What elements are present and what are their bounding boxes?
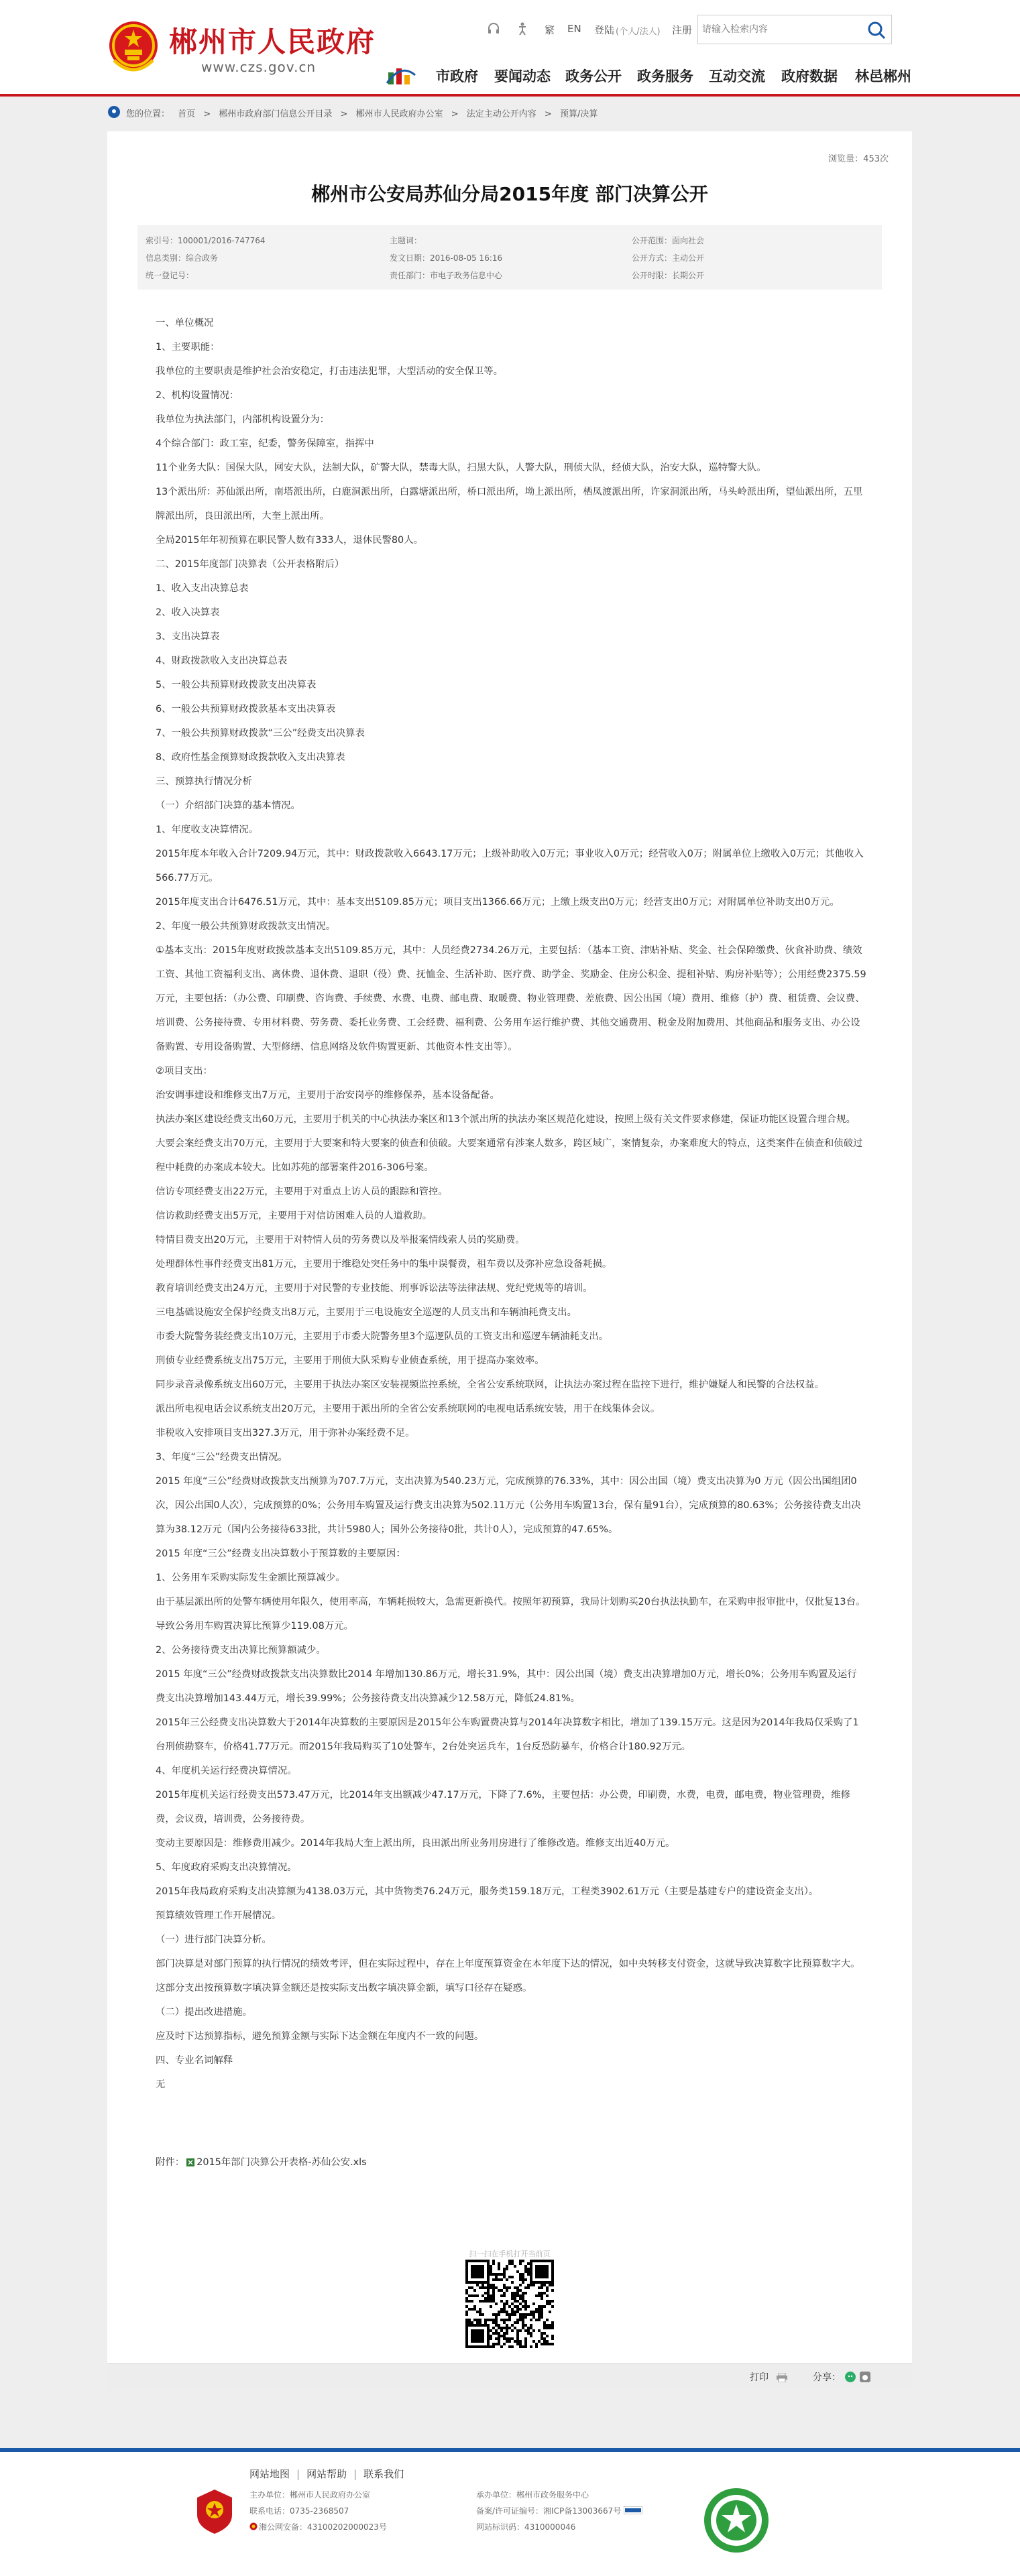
government-website-identity-icon[interactable] (703, 2487, 770, 2554)
english-link[interactable]: EN (567, 23, 581, 35)
meta-index-no: 索引号：100001/2016-747764 (146, 236, 266, 245)
weibo-share-icon[interactable] (860, 2372, 870, 2382)
article-paragraph: 我单位的主要职责是维护社会治安稳定，打击违法犯罪，大型活动的安全保卫等。 (156, 366, 504, 377)
view-count: 浏览量：453次 (828, 154, 889, 164)
article-paragraph: （一）进行部门决算分析。 (156, 1935, 272, 1945)
article-paragraph: ②项目支出： (156, 1066, 213, 1077)
nav-item-linyi-chenzhou[interactable]: 林邑郴州 (855, 68, 911, 84)
article-paragraph: 2、机构设置情况： (156, 390, 239, 401)
article-paragraph: 部门决算是对部门预算的执行情况的绩效考评，但在实际过程中，存在上年度预算资金在本年度下达的情况，如中央转移支付资金，这就导致决算数字比预算数字大。这部分支出按预算数字填决算金额还是按实际支出数字填决算金额，填写口径存在疑惑。 (156, 1959, 860, 1994)
article-paragraph: 教育培训经费支出24万元，主要用于对民警的专业技能、刑事诉讼法等法律法规、党纪党规等的培训。 (156, 1283, 593, 1294)
police-badge-icon (249, 2522, 258, 2530)
article-paragraph: 预算绩效管理工作开展情况。 (156, 1910, 282, 1921)
accessibility-icon[interactable] (515, 21, 530, 36)
article-paragraph: 执法办案区建设经费支出60万元，主要用于机关的中心执法办案区和13个派出所的执法办案区规范化建设，按照上级有关文件要求修建，保证功能区设置合理合规。 (156, 1114, 856, 1125)
nav-item-news[interactable]: 要闻动态 (494, 68, 551, 84)
footer-police-text: 湘公网安备：43100202000023号 (259, 2522, 387, 2532)
article-body (156, 311, 866, 2097)
site-footer (0, 2452, 1020, 2576)
article-card (107, 131, 912, 2388)
footer-police[interactable] (249, 2519, 387, 2535)
meta-category: 信息类别：综合政务 (146, 253, 219, 263)
article-paragraph: 2、公务接待费支出决算比预算额减少。 (156, 1645, 326, 1656)
nav-item-services[interactable]: 政务服务 (637, 68, 693, 84)
article-paragraph: 4、财政拨款收入支出决算总表 (156, 656, 288, 666)
meta-date: 发文日期：2016-08-05 16:16 (390, 253, 503, 263)
header-divider (0, 94, 1020, 97)
article-paragraph: ①基本支出：2015年度财政拨款基本支出5109.85万元，其中：人员经费2734.26万元，主要包括：（基本工资、津贴补贴、奖金、社会保障缴费、伙食补助费、绩效工资、其他工资福利支出、离休费、退休费、退职（役）费、抚恤金、生活补助、医疗费、助学金、奖励金、住房公积金、提租补贴、购房补贴等）；公用经费2375.59万元，主要包括：（办公费、印刷费、咨询费、手续费、水费、电费、邮电费、取暖费、物业管理费、差旅费、因公出国（境）费用、维修（护）费、租赁费、会议费、培训费、公务接待费、专用材料费、劳务费、委托业务费、工会经费、福利费、公务用车运行维护费、其他交通费用、税金及附加费用、其他商品和服务支出、办公设备购置、专用设备购置、大型修缮、信息网络及软件购置更新、其他资本性支出等）。 (156, 945, 866, 1052)
article-paragraph: 特情目费支出20万元，主要用于对特情人员的劳务费以及举报案情线索人员的奖励费。 (156, 1235, 525, 1245)
nav-item-government-affairs[interactable]: 政务公开 (565, 68, 622, 84)
article-paragraph: 大要会案经费支出70万元，主要用于大要案和特大要案的侦查和侦破。大要案通常有涉案人数多，跨区域广，案情复杂，办案难度大的特点，这类案件在侦查和侦破过程中耗费的办案成本较大。比如苏苑的部署案件2016-306号案。 (156, 1138, 863, 1173)
breadcrumb-separator: > (203, 109, 211, 119)
article-paragraph: 5、年度政府采购支出决算情况。 (156, 1862, 297, 1873)
main-nav (386, 62, 922, 88)
meta-subject: 主题词： (390, 236, 422, 245)
print-button[interactable] (750, 2370, 787, 2384)
article-paragraph: 我单位为执法部门，内部机构设置分为： (156, 414, 330, 425)
article-paragraph: 三、预算执行情况分析 (156, 776, 252, 787)
breadcrumb (107, 105, 912, 122)
nav-logo-icon (386, 63, 416, 87)
traditional-chinese-link[interactable]: 繁 (545, 24, 555, 36)
article-paragraph: 由于基层派出所的处警车辆使用年限久，使用率高，车辆耗损较大，急需更新换代。按照年初预算，我局计划购买20台执法执勤车，在采购申报审批中，仅批复13台。导致公务用车购置决算比预算少119.08万元。 (156, 1597, 866, 1632)
search-box (697, 15, 892, 44)
footer-icp-text: 备案/许可证编号：湘ICP备13003667号 (476, 2506, 622, 2516)
article-paragraph: 2015年度支出合计6476.51万元，其中：基本支出5109.85万元；项目支出1366.66万元；上缴上级支出0万元；经营支出0万元；对附属单位补助支出0万元。 (156, 897, 840, 908)
breadcrumb-separator: > (340, 109, 348, 119)
article-paragraph: 11个业务大队：国保大队，网安大队，法制大队，矿警大队，禁毒大队，扫黑大队，人警大队，刑侦大队，经侦大队，治安大队，巡特警大队。 (156, 463, 767, 473)
footer-phone: 联系电话：0735-2368507 (249, 2506, 349, 2516)
article-paragraph: 2015年三公经费支出决算数大于2014年决算数的主要原因是2015年公车购置费决算与2014年决算数字相比，增加了139.15万元。这是因为2014年我局仅采购了1台刑侦勘察车，价格41.77万元。而2015年我局购买了10处警车，2台处突运兵车，1台反恐防暴车，价格合计180.92万元。 (156, 1717, 859, 1752)
breadcrumb-separator: > (451, 109, 459, 119)
article-paragraph: 3、年度“三公”经费支出情况。 (156, 1452, 288, 1463)
article-paragraph: 2015年度本年收入合计7209.94万元，其中：财政拨款收入6643.17万元；上级补助收入0万元；事业收入0万元；经营收入0万；附属单位上缴收入0万元；其他收入566.77万元。 (156, 849, 864, 883)
login-note: (个人/法人) (616, 27, 661, 37)
article-paragraph: 同步录音录像系统支出60万元，主要用于执法办案区安装视频监控系统，全省公安系统联网，让执法办案过程在监控下进行，维护嫌疑人和民警的合法权益。 (156, 1379, 824, 1390)
article-paragraph: 2015 年度“三公”经费支出决算数小于预算数的主要原因： (156, 1548, 406, 1559)
print-label: 打印 (750, 2372, 769, 2383)
search-icon[interactable] (866, 19, 887, 41)
register-link[interactable]: 注册 (672, 24, 693, 36)
meta-dept: 责任部门：市电子政务信息中心 (390, 271, 503, 280)
search-input[interactable] (702, 21, 863, 38)
article-paragraph: 四、专业名词解释 (156, 2055, 233, 2066)
meta-unified-no: 统一登记号： (146, 271, 194, 280)
article-paragraph: 7、一般公共预算财政拨款“三公”经费支出决算表 (156, 728, 365, 739)
attachment-file-link[interactable]: 2015年部门决算公开表格-苏仙公安.xls (196, 2157, 367, 2168)
article-paragraph: 13个派出所：苏仙派出所，南塔派出所，白鹿洞派出所，白露塘派出所，桥口派出所，坳上派出所，栖凤渡派出所，许家洞派出所，马头岭派出所，望仙派出所，五里牌派出所，良田派出所，大奎上派出所。 (156, 487, 863, 522)
share-bar (107, 2363, 912, 2390)
article-paragraph: 派出所电视电话会议系统支出20万元，主要用于派出所的全省公安系统联网的电视电话系统安装，用于在线集体会议。 (156, 1404, 661, 1414)
breadcrumb-separator: > (544, 109, 552, 119)
cnnic-badge-icon (624, 2506, 642, 2514)
national-emblem-icon (107, 19, 160, 75)
meta-scope: 公开范围：面向社会 (632, 236, 705, 245)
qr-label: 扫一扫在手机打开当前页 (469, 2250, 551, 2258)
top-toolbar (476, 15, 912, 44)
footer-link-help[interactable]: 网站帮助 (306, 2468, 347, 2480)
share-label: 分享： (813, 2372, 841, 2383)
wechat-share-icon[interactable] (845, 2372, 856, 2382)
footer-sponsor: 主办单位：郴州市人民政府办公室 (249, 2490, 371, 2500)
article-paragraph: 5、一般公共预算财政拨款支出决算表 (156, 680, 317, 690)
article-paragraph: 刑侦专业经费系统支出75万元，主要用于刑侦大队采购专业侦查系统，用于提高办案效率。 (156, 1355, 545, 1366)
breadcrumb-label: 您的位置： (126, 109, 170, 119)
article-paragraph: 处理群体性事件经费支出81万元，主要用于维稳处突任务中的集中误餐费，租车费以及弥补应急设备耗损。 (156, 1259, 612, 1270)
nav-item-interaction[interactable]: 互动交流 (709, 68, 765, 84)
article-paragraph: 全局2015年年初预算在职民警人数有333人，退休民警80人。 (156, 535, 423, 546)
article-paragraph: 2015年我局政府采购支出决算额为4138.03万元，其中货物类76.24万元，服务类159.18万元，工程类3902.61万元（主要是基建专户的建设资金支出）。 (156, 1886, 819, 1897)
attachment-label: 附件： (156, 2157, 185, 2168)
nav-item-city-government[interactable]: 市政府 (436, 68, 478, 84)
breadcrumb-content[interactable]: 法定主动公开内容 (466, 109, 536, 119)
article-paragraph: 2、年度一般公共预算财政拨款支出情况。 (156, 921, 336, 932)
footer-icp[interactable] (476, 2503, 642, 2519)
article-paragraph: 6、一般公共预算财政拨款基本支出决算表 (156, 704, 336, 715)
article-meta (137, 225, 882, 290)
article-paragraph: 2015 年度“三公”经费财政拨款支出决算数比2014 年增加130.86万元，增长31.9%，其中：因公出国（境）费支出决算增加0万元，增长0%；公务用车购置及运行费支出决算增加143.44万元，增长39.99%；公务接待费支出决算减少12.58万元，降低24.81%。 (156, 1669, 857, 1704)
qr-code-icon (465, 2260, 554, 2348)
login-link[interactable]: 登陆 (594, 24, 615, 36)
article-paragraph: 变动主要原因是：维修费用减少。2014年我局大奎上派出所，良田派出所业务用房进行了维修改造。维修支出近40万元。 (156, 1838, 675, 1849)
excel-file-icon (186, 2158, 195, 2167)
attachment (156, 2154, 367, 2168)
footer-links: 网站地图 | 网站帮助 | 联系我们 (249, 2468, 404, 2480)
article-paragraph: 非税收入安排项目支出327.3万元，用于弥补办案经费不足。 (156, 1428, 415, 1438)
article-paragraph: 2015年度机关运行经费支出573.47万元，比2014年支出额减少47.17万元，下降了7.6%，主要包括：办公费，印刷费，水费，电费，邮电费，物业管理费，维修费，会议费，培训费，公务接待费。 (156, 1790, 851, 1825)
article-paragraph: 信访救助经费支出5万元，主要用于对信访困难人员的人道救助。 (156, 1211, 433, 1221)
article-paragraph: 1、公务用车采购实际发生金额比预算减少。 (156, 1573, 345, 1583)
article-paragraph: 8、政府性基金预算财政拨款收入支出决算表 (156, 752, 345, 763)
article-paragraph: （二）提出改进措施。 (156, 2007, 252, 2018)
breadcrumb-directory[interactable]: 郴州市政府部门信息公开目录 (219, 109, 333, 119)
article-paragraph: 1、主要职能： (156, 342, 220, 353)
nav-item-government-data[interactable]: 政府数据 (781, 68, 838, 84)
article-paragraph: 应及时下达预算指标，避免预算金额与实际下达金额在年度内不一致的问题。 (156, 2031, 484, 2042)
article-paragraph: 4个综合部门：政工室，纪委，警务保障室，指挥中 (156, 438, 374, 449)
headphones-icon[interactable] (486, 21, 501, 36)
breadcrumb-office[interactable]: 郴州市人民政府办公室 (355, 109, 443, 119)
meta-method: 公开方式：主动公开 (632, 253, 705, 263)
party-government-badge-icon[interactable] (194, 2488, 235, 2535)
article-paragraph: 三电基础设施安全保护经费支出8万元，主要用于三电设施安全巡逻的人员支出和车辆油耗费支出。 (156, 1307, 577, 1318)
site-name: 郴州市人民政府 (169, 25, 376, 58)
footer-link-contact[interactable]: 联系我们 (363, 2468, 404, 2480)
article-paragraph: 信访专项经费支出22万元，主要用于对重点上访人员的跟踪和管控。 (156, 1186, 448, 1197)
article-paragraph: （一）介绍部门决算的基本情况。 (156, 800, 300, 811)
site-header (0, 0, 1020, 94)
article-paragraph: 无 (156, 2079, 166, 2090)
location-pin-icon (107, 105, 121, 119)
article-paragraph: 治安调事建设和维修支出7万元，主要用于治安岗亭的维修保养，基本设备配备。 (156, 1090, 500, 1101)
meta-period: 公开时限：长期公开 (632, 271, 705, 280)
site-url: www.czs.gov.cn (201, 59, 317, 75)
article-paragraph: 一、单位概况 (156, 318, 214, 328)
site-logo[interactable] (107, 15, 376, 79)
footer-operator: 承办单位：郴州市政务服务中心 (476, 2490, 589, 2500)
article-paragraph: 4、年度机关运行经费决算情况。 (156, 1766, 297, 1776)
article-paragraph: 市委大院警务装经费支出10万元，主要用于市委大院警务里3个巡逻队员的工资支出和巡逻车辆油耗支出。 (156, 1331, 609, 1342)
footer-site-code: 网站标识码：4310000046 (476, 2522, 576, 2532)
breadcrumb-home[interactable]: 首页 (178, 109, 196, 119)
article-paragraph: 2、收入决算表 (156, 607, 220, 618)
article-paragraph: 二、2015年度部门决算表（公开表格附后） (156, 559, 345, 570)
article-title: 郴州市公安局苏仙分局2015年度 部门决算公开 (311, 183, 708, 205)
article-paragraph: 1、收入支出决算总表 (156, 583, 249, 594)
printer-icon (777, 2373, 787, 2382)
article-paragraph: 1、年度收支决算情况。 (156, 824, 259, 835)
breadcrumb-budget[interactable]: 预算/决算 (559, 109, 598, 119)
footer-link-sitemap[interactable]: 网站地图 (249, 2468, 290, 2480)
article-paragraph: 2015 年度“三公”经费财政拨款支出预算为707.7万元，支出决算为540.23万元，完成预算的76.33%，其中：因公出国（境）费支出决算为0 万元（因公出国组团0次，因公出国0人次），完成预算的0%；公务用车购置及运行费支出决算为502.11万元（公务用车购置13台，保有量91台），完成预算的80.63%；公务接待费支出决算为38.12万元（国内公务接待633批，共计5980人；国外公务接待0批，共计0人），完成预算的47.65%。 (156, 1476, 861, 1535)
article-paragraph: 3、支出决算表 (156, 631, 220, 642)
